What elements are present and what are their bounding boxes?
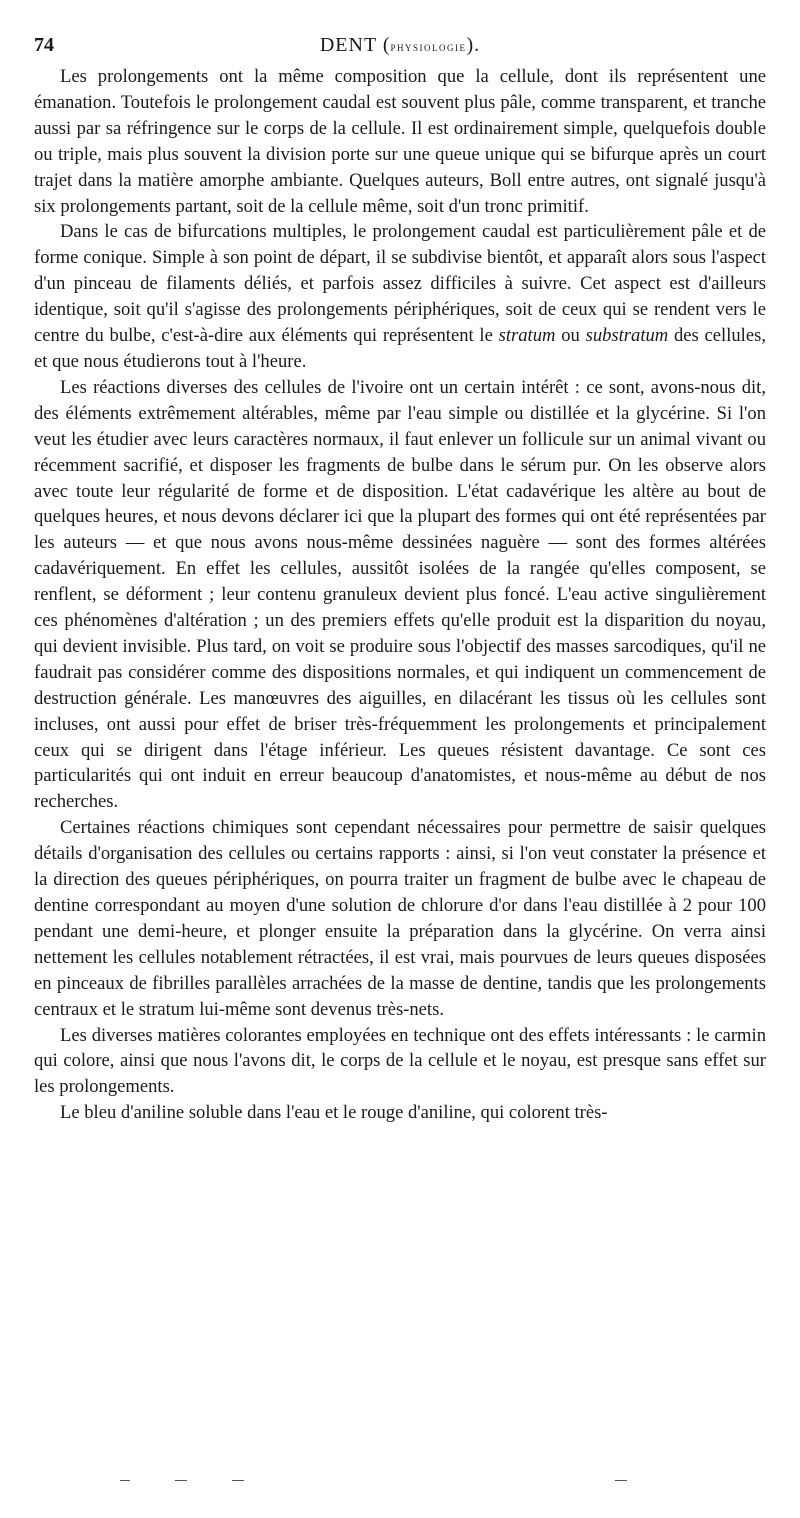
running-title-main: DENT	[319, 34, 377, 56]
body-text	[34, 64, 766, 1126]
paragraph-2-part-2: ou	[555, 325, 586, 347]
running-title-open: (	[382, 34, 391, 56]
paragraph-6: Le bleu d'aniline soluble dans l'eau et le rouge d'aniline, qui colorent très-	[60, 1102, 608, 1124]
paragraph-1: Les prolongements ont la même composition que la cellule, dont ils représentent une émanation. Toutefois le prolongement caudal est souvent plus pâle, comme transparent, et tranche aussi par sa réfringence sur le corps de la cellule. Il est ordinairement simple, quelquefois double ou triple, mais plus souvent la division porte sur une queue unique qui se bifurque après un court trajet dans la matière amorphe ambiante. Quelques auteurs, Boll entre autres, ont signalé jusqu'à six prolongements partant, soit de la cellule même, soit d'un tronc primitif.	[34, 66, 766, 217]
running-title	[34, 30, 766, 62]
paragraph-4: Certaines réactions chimiques sont cependant nécessaires pour permettre de saisir quelques détails d'organisation des cellules ou certains rapports : ainsi, si l'on veut constater la présence et la direction des queues périphériques, on pourra traiter un fragment de bulbe avec le chapeau de dentine correspondant au moyen d'une solution de chlorure d'or dans l'eau distillée à 2 pour 100 pendant une demi-heure, et plonger ensuite la préparation dans la glycérine. On verra ainsi nettement les cellules notablement rétractées, il est vrai, mais pourvues de leurs queues disposées en pinceaux de fibrilles parallèles arrachées de la masse de dentine, tandis que les prolongements centraux et le stratum lui-même sont devenus très-nets.	[34, 817, 766, 1020]
paragraph-2-part-3: des cellules, et que nous étudierons tout à l'heure.	[34, 325, 766, 372]
footer-marks	[0, 1480, 800, 1490]
footer-mark	[232, 1480, 244, 1481]
paragraph-2-part-1: Dans le cas de bifurcations multiples, le prolongement caudal est particulièrement pâle et de forme conique. Simple à son point de départ, il se subdivise bientôt, et apparaît alors sous l'aspect d'un pinceau de filaments déliés, et parfois assez difficiles à suivre. Cet aspect est d'ailleurs identique, soit qu'il s'agisse des prolongements périphériques, soit de ceux qui se rendent vers le centre du bulbe, c'est-à-dire aux éléments qui représentent le	[34, 221, 766, 347]
paragraph-5: Les diverses matières colorantes employées en technique ont des effets intéressants : le carmin qui colore, ainsi que nous l'avons dit, le corps de la cellule et le noyau, est presque sans effet sur les prolongements.	[34, 1024, 766, 1098]
footer-mark	[120, 1480, 130, 1481]
term-substratum: substratum	[585, 325, 669, 347]
page-number: 74	[34, 34, 54, 56]
footer-mark	[175, 1480, 187, 1481]
running-title-section: physiologie	[390, 39, 467, 54]
footer-mark	[615, 1480, 627, 1481]
term-stratum: stratum	[498, 325, 556, 347]
paragraph-3: Les réactions diverses des cellules de l'ivoire ont un certain intérêt : ce sont, avons-nous dit, des éléments extrêmement altérables, même par l'eau simple ou distillée et la glycérine. Si l'on veut les étudier avec leurs caractères normaux, il faut enlever un follicule sur un animal vivant ou récemment sacrifié, et disposer les fragments de bulbe dans le sérum pur. On les observe alors avec toute leur régularité de forme et de disposition. L'état cadavérique les altère au bout de quelques heures, et nous devons déclarer ici que la plupart des formes qui ont été représentées par les auteurs — et que nous avons nous-même dessinées naguère — sont des formes altérées cadavériquement. En effet les cellules, aussitôt isolées de la rangée qu'elles composent, se renflent, se déforment ; leur contenu granuleux devient plus foncé. L'eau active singulièrement ces phénomènes d'altération ; un des premiers effets qu'elle produit est la disparition du noyau, qui devient invisible. Plus tard, on voit se produire sous l'objectif des masses sarcodiques, qu'il ne faudrait pas considérer comme des dispositions normales, et qui indiquent un commencement de destruction générale. Les manœuvres des aiguilles, en dilacérant les tissus où les cellules sont incluses, ont aussi pour effet de briser très-fréquemment les prolongements et principalement ceux qui se dirigent dans l'étage inférieur. Les queues résistent davantage. Ce sont ces particularités qui ont induit en erreur beaucoup d'anatomistes, et nous-même au début de nos recherches.	[34, 376, 766, 813]
running-title-close: ).	[466, 34, 481, 56]
running-head	[34, 30, 766, 60]
book-page	[34, 30, 766, 1126]
paragraph-2	[34, 219, 766, 374]
